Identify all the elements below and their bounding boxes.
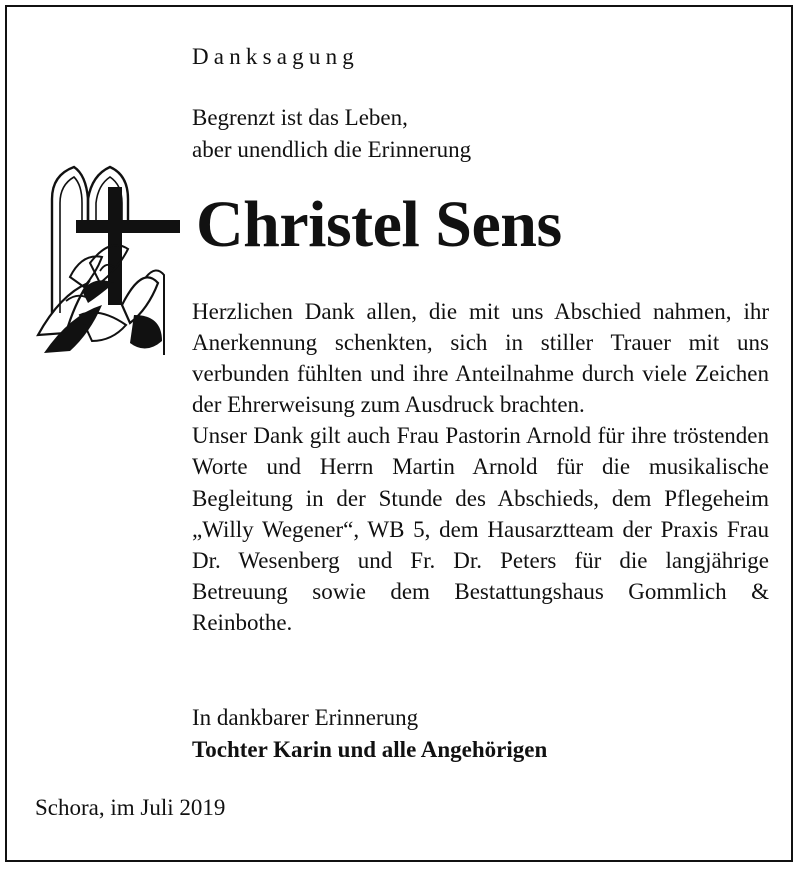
closing (192, 702, 547, 766)
cross-window-lily-icon (30, 165, 185, 365)
gratitude-text (192, 296, 769, 638)
deceased-name: Christel Sens (196, 188, 562, 261)
closing-line: In dankbarer Erinnerung (192, 705, 419, 730)
signature: Tochter Karin und alle Angehörigen (192, 737, 548, 762)
gratitude-paragraph-1: Herzlichen Dank allen, die mit uns Abschied nahmen, ihr Anerkennung schenkten, sich in stiller Trauer mit uns verbunden fühlten und ihre Anteilnahme durch viele Zeichen der Ehrerweisung zum Ausdruck brachten. (192, 299, 769, 418)
place-and-date: Schora, im Juli 2019 (35, 795, 226, 820)
motto (192, 102, 471, 166)
motto-line-2: aber unendlich die Erinnerung (192, 137, 472, 162)
gratitude-paragraph-2: Unser Dank gilt auch Frau Pastorin Arnold für ihre tröstenden Worte und Herrn Martin Arnold für die musikalische Begleitung in der Stunde des Abschieds, dem Pflegeheim „Willy Wegener“, WB 5, dem Hausarztteam der Praxis Frau Dr. Wesenberg und Fr. Dr. Peters für die langjährige Betreuung sowie dem Bestattungshaus Gommlich & Reinbothe. (192, 423, 769, 635)
motto-line-1: Begrenzt ist das Leben, (192, 105, 408, 130)
notice-heading: Danksagung (192, 44, 359, 69)
